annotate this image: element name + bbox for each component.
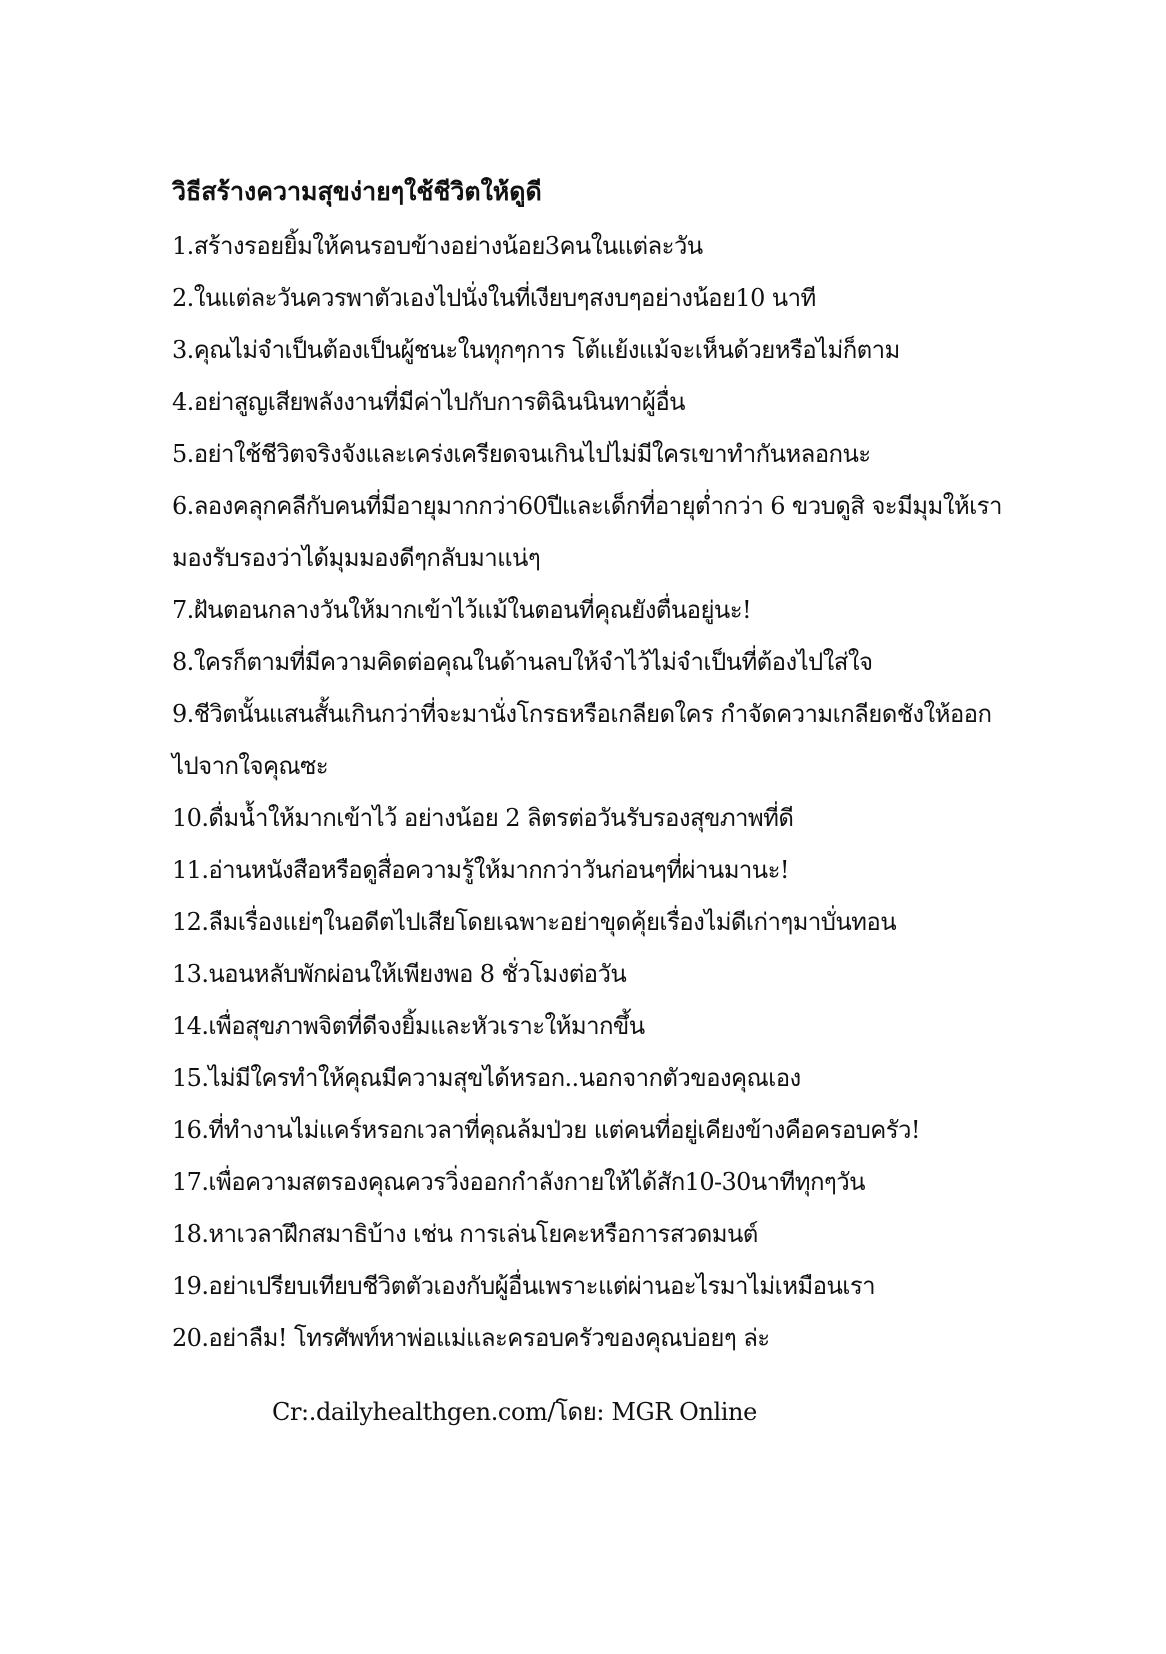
- tip-item-2: 2.ในแต่ละวันควรพาตัวเองไปนั่งในที่เงียบๆสงบๆอย่างน้อย10 นาที: [172, 284, 816, 312]
- tip-item-7: 7.ฝันตอนกลางวันให้มากเข้าไว้แม้ในตอนที่คุณยังตื่นอยู่นะ!: [172, 596, 752, 624]
- tip-item-4: 4.อย่าสูญเสียพลังงานที่มีค่าไปกับการติฉินนินทาผู้อื่น: [172, 388, 685, 416]
- tip-item-19: 19.อย่าเปรียบเทียบชีวิตตัวเองกับผู้อื่นเพราะแต่ผ่านอะไรมาไม่เหมือนเรา: [172, 1272, 876, 1300]
- tip-item-20: 20.อย่าลืม! โทรศัพท์หาพ่อแม่และครอบครัวของคุณบ่อยๆ ล่ะ: [172, 1324, 770, 1352]
- tip-item-6: 6.ลองคลุกคลีกับคนที่มีอายุมากกว่า60ปีและเด็กที่อายุต่ำกว่า 6 ขวบดูสิ จะมีมุมให้เรามองรับรองว่าได้มุมมองดีๆกลับมาแน่ๆ: [172, 492, 1002, 572]
- tip-item-5: 5.อย่าใช้ชีวิตจริงจังและเคร่งเครียดจนเกินไปไม่มีใครเขาทำกันหลอกนะ: [172, 440, 871, 468]
- tip-item-13: 13.นอนหลับพักผ่อนให้เพียงพอ 8 ชั่วโมงต่อวัน: [172, 960, 627, 988]
- tips-list: [172, 220, 1002, 1364]
- source-credit: Cr:.dailyhealthgen.com/โดย: MGR Online: [272, 1398, 757, 1426]
- document-body: [172, 172, 1002, 1364]
- tip-item-8: 8.ใครก็ตามที่มีความคิดต่อคุณในด้านลบให้จำไว้ไม่จำเป็นที่ต้องไปใส่ใจ: [172, 648, 873, 676]
- tip-item-12: 12.ลืมเรื่องแย่ๆในอดีตไปเสียโดยเฉพาะอย่าขุดคุ้ยเรื่องไม่ดีเก่าๆมาบั่นทอน: [172, 908, 896, 936]
- tip-item-16: 16.ที่ทำงานไม่แคร์หรอกเวลาที่คุณล้มป่วย แต่คนที่อยู่เคียงข้างคือครอบครัว!: [172, 1116, 920, 1144]
- tip-item-1: 1.สร้างรอยยิ้มให้คนรอบข้างอย่างน้อย3คนในแต่ละวัน: [172, 232, 703, 260]
- tip-item-14: 14.เพื่อสุขภาพจิตที่ดีจงยิ้มและหัวเราะให้มากขึ้น: [172, 1012, 645, 1040]
- tip-item-3: 3.คุณไม่จำเป็นต้องเป็นผู้ชนะในทุกๆการ โต้แย้งแม้จะเห็นด้วยหรือไม่ก็ตาม: [172, 336, 900, 364]
- tip-item-15: 15.ไม่มีใครทำให้คุณมีความสุขได้หรอก..นอกจากตัวของคุณเอง: [172, 1064, 801, 1092]
- tip-item-10: 10.ดื่มน้ำให้มากเข้าไว้ อย่างน้อย 2 ลิตรต่อวันรับรองสุขภาพที่ดี: [172, 804, 794, 832]
- tip-item-9: 9.ชีวิตนั้นแสนสั้นเกินกว่าที่จะมานั่งโกรธหรือเกลียดใคร กำจัดความเกลียดชังให้ออกไปจากใจคุณซะ: [172, 700, 992, 780]
- tip-item-18: 18.หาเวลาฝึกสมาธิบ้าง เช่น การเล่นโยคะหรือการสวดมนต์: [172, 1220, 758, 1248]
- document-title: วิธีสร้างความสุขง่ายๆใช้ชีวิตให้ดูดี: [172, 177, 542, 206]
- tip-item-11: 11.อ่านหนังสือหรือดูสื่อความรู้ให้มากกว่าวันก่อนๆที่ผ่านมานะ!: [172, 856, 789, 884]
- tip-item-17: 17.เพื่อความสตรองคุณควรวิ่งออกกำลังกายให้ได้สัก10-30นาทีทุกๆวัน: [172, 1168, 865, 1196]
